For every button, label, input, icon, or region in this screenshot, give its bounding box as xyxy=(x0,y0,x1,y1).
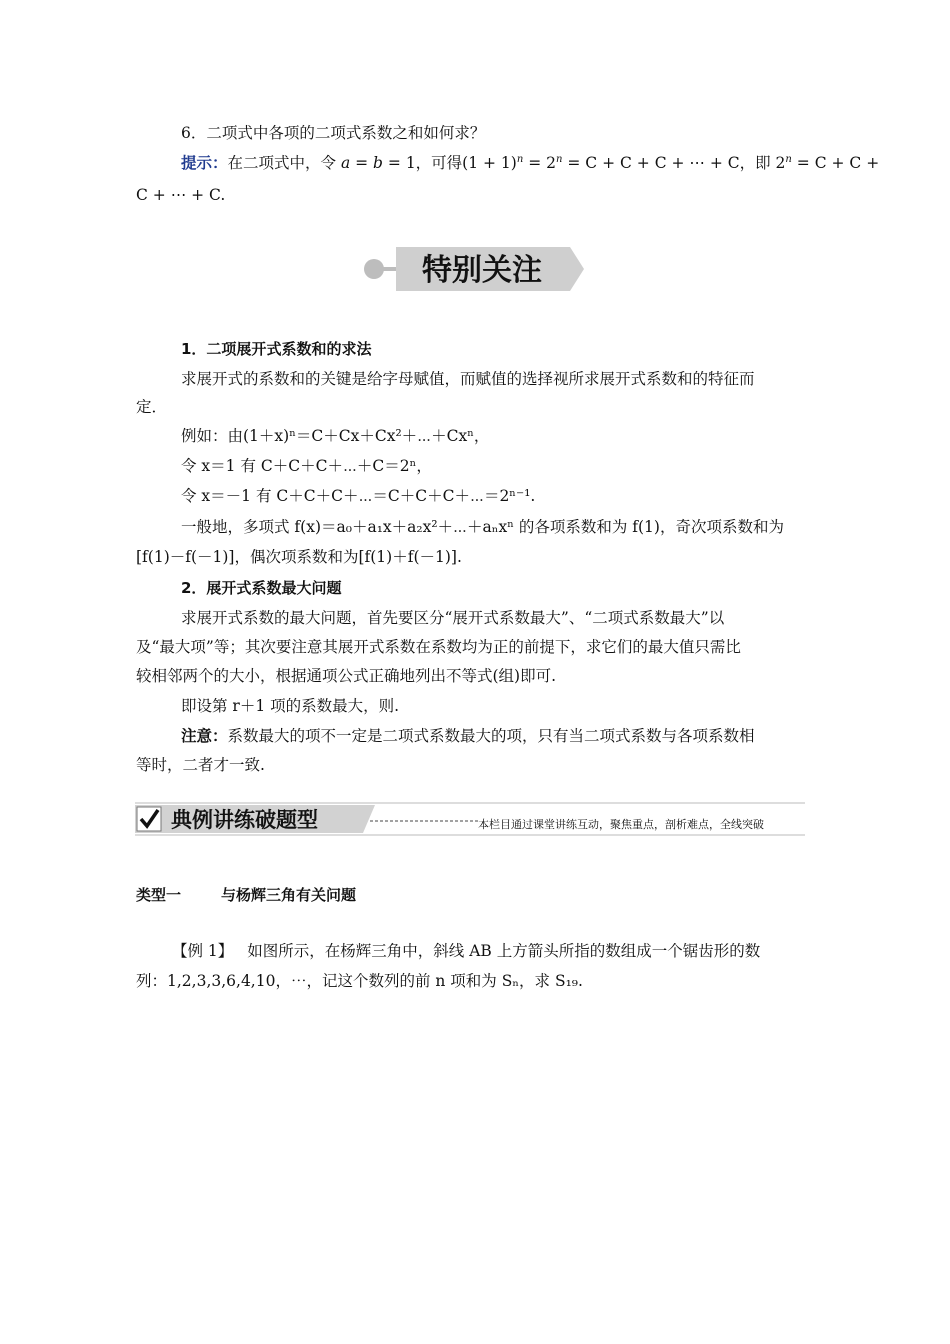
banner-title: 特别关注 xyxy=(422,253,542,288)
para-3: 即设第 r＋1 项的系数最大，则. xyxy=(181,697,400,715)
hint-line-1: 提示：在二项式中，令 a = b = 1，可得$(1 + 1)^n = 2^n = C + C + C$ + ⋯ + C，即 $2^n = C + C$ + xyxy=(181,153,880,172)
example-line-2: 令 x＝1 有 C＋C＋C＋⋯＋C＝2ⁿ， xyxy=(181,457,432,475)
hint-line-2: C + ⋯ + C. xyxy=(136,186,226,204)
question-6: 6．二项式中各项的二项式系数之和如何求？ xyxy=(181,124,486,142)
example-1-line-2: 列：1,2,3,3,6,4,10，⋯，记这个数列的前 n 项和为 Sₙ，求 S₁₉. xyxy=(136,972,583,990)
note-line-2: 等时，二者才一致. xyxy=(136,756,265,774)
attention-heading-2: 2．展开式系数最大问题 xyxy=(181,579,342,597)
special-attention-banner xyxy=(360,243,585,295)
example-1-line-1: 【例 1】 如图所示，在杨辉三角中，斜线 AB 上方箭头所指的数组成一个锯齿形的数 xyxy=(172,942,761,960)
para-2b: 及“最大项”等；其次要注意其展开式系数在系数均为正的前提下，求它们的最大值只需比 xyxy=(136,638,741,656)
general-line-1: 一般地，多项式 f(x)＝a₀＋a₁x＋a₂x²＋⋯＋aₙxⁿ 的各项系数和为 f(1)，奇次项系数和为 xyxy=(181,518,784,536)
para-1b: 定． xyxy=(136,398,168,416)
example-line-1: 例如：由(1＋x)ⁿ＝C＋Cx＋Cx²＋⋯＋Cxⁿ， xyxy=(181,427,490,445)
note-line-1: 注意：系数最大的项不一定是二项式系数最大的项，只有当二项式系数与各项系数相 xyxy=(181,726,755,745)
attention-heading-1: 1．二项展开式系数和的求法 xyxy=(181,340,372,358)
hint-label: 提示： xyxy=(181,153,228,172)
example-1-tag: 【例 1】 xyxy=(172,942,234,960)
type-1-label: 类型一 xyxy=(136,886,182,904)
section-title: 典例讲练破题型 xyxy=(171,808,318,832)
para-2c: 较相邻两个的大小，根据通项公式正确地列出不等式(组)即可. xyxy=(136,667,557,685)
type-1-title: 与杨辉三角有关问题 xyxy=(221,886,357,904)
general-line-2: [f(1)－f(－1)]，偶次项系数和为[f(1)＋f(－1)]. xyxy=(136,548,462,566)
type-1-heading xyxy=(136,884,356,906)
example-line-3: 令 x＝－1 有 C＋C＋C＋⋯＝C＋C＋C＋⋯＝2ⁿ⁻¹. xyxy=(181,487,536,505)
section-tagline: 本栏目通过课堂讲练互动，聚焦重点，剖析难点，全线突破 xyxy=(478,818,764,831)
para-1a: 求展开式的系数和的关键是给字母赋值，而赋值的选择视所求展开式系数和的特征而 xyxy=(181,370,755,388)
note-label: 注意： xyxy=(181,726,228,745)
para-2a: 求展开式系数的最大问题，首先要区分“展开式系数最大”、“二项式系数最大”以 xyxy=(181,609,725,627)
